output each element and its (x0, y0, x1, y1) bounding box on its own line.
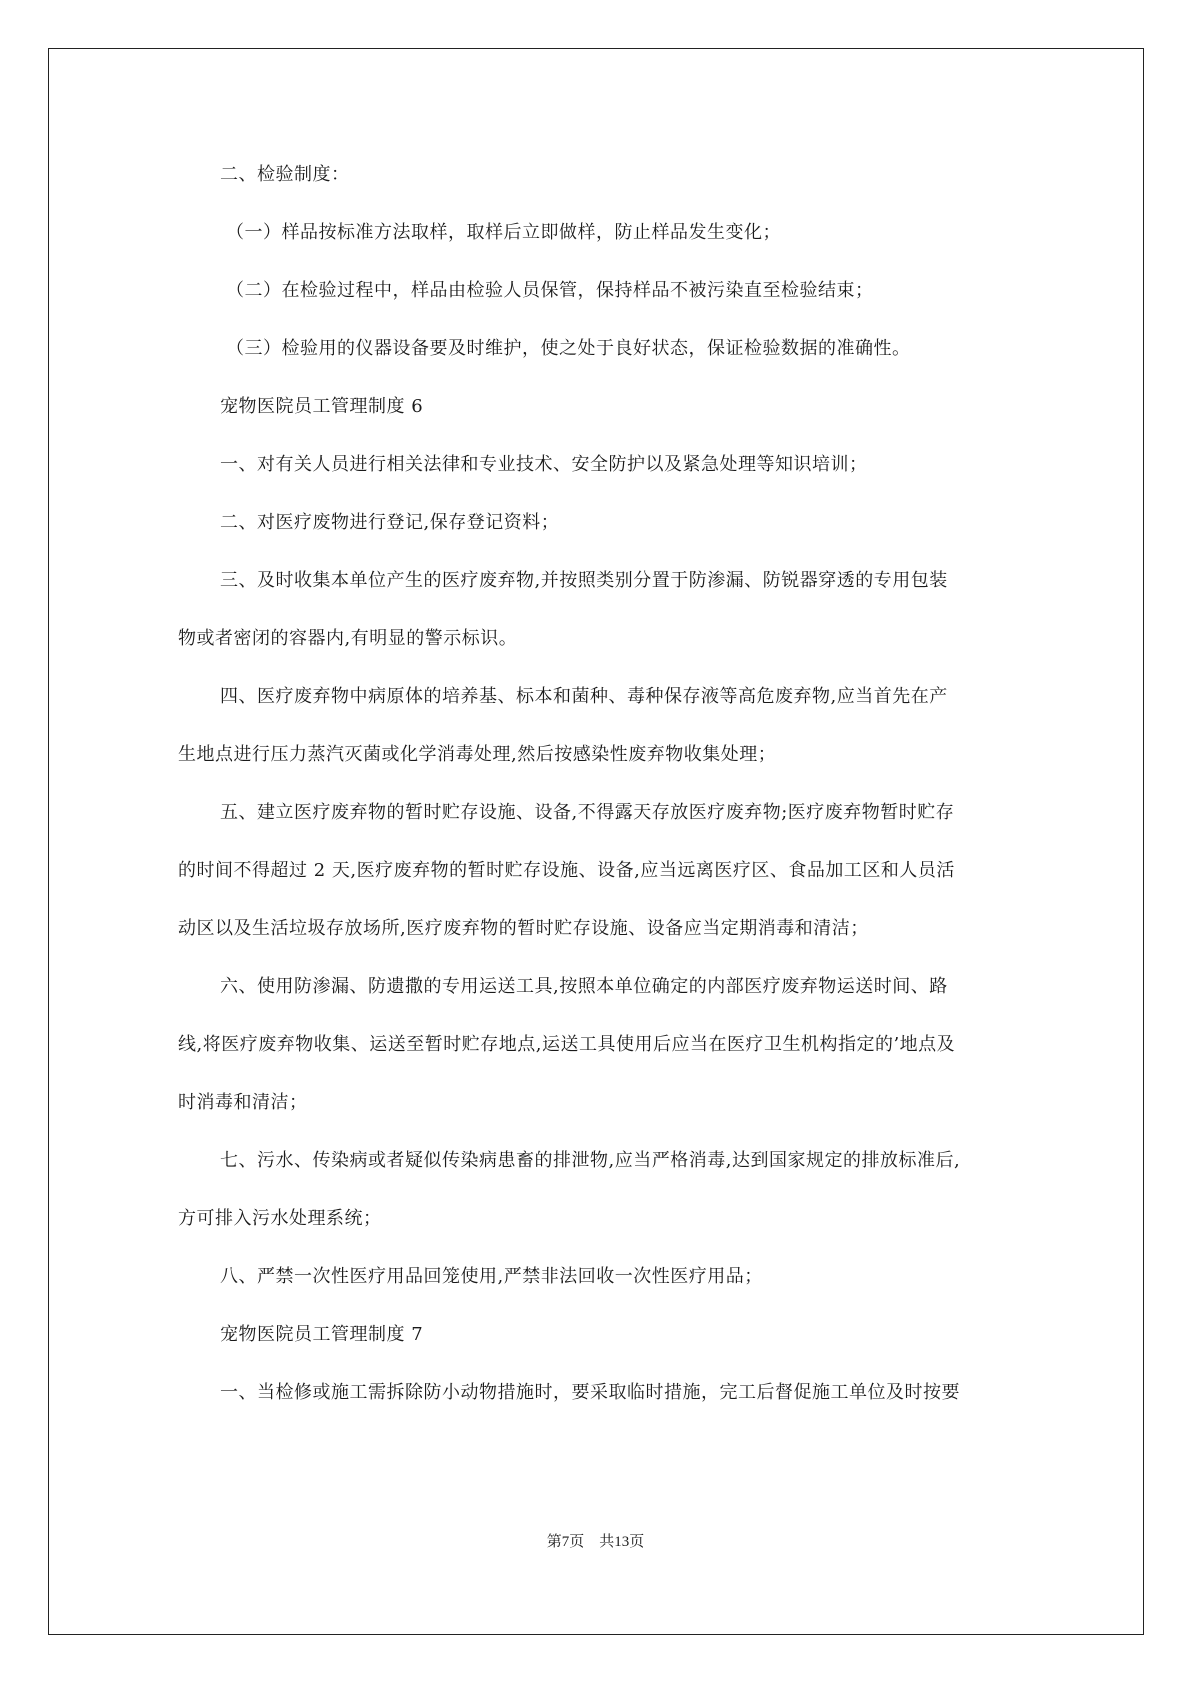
paragraph: 七、污水、传染病或者疑似传染病患畜的排泄物,应当严格消毒,达到国家规定的排放标准后, (220, 1150, 961, 1171)
paragraph: （三）检验用的仪器设备要及时维护，使之处于良好状态，保证检验数据的准确性。 (226, 338, 911, 359)
paragraph: 四、医疗废弃物中病原体的培养基、标本和菌种、毒种保存液等高危废弃物,应当首先在产 (220, 686, 948, 707)
paragraph-continuation: 物或者密闭的容器内,有明显的警示标识。 (178, 628, 518, 649)
paragraph-continuation: 动区以及生活垃圾存放场所,医疗废弃物的暂时贮存设施、设备应当定期消毒和清洁； (178, 918, 869, 939)
page-number: 第7页 共13页 (546, 1534, 645, 1550)
section-heading: 二、检验制度： (220, 164, 350, 185)
paragraph: 三、及时收集本单位产生的医疗废弃物,并按照类别分置于防渗漏、防锐器穿透的专用包装 (220, 570, 948, 591)
paragraph-continuation: 时消毒和清洁； (178, 1092, 308, 1113)
paragraph: 二、对医疗废物进行登记,保存登记资料； (220, 512, 560, 533)
paragraph: 六、使用防渗漏、防遗撒的专用运送工具,按照本单位确定的内部医疗废弃物运送时间、路 (220, 976, 948, 997)
paragraph-continuation: 方可排入污水处理系统； (178, 1208, 382, 1229)
paragraph: （二）在检验过程中，样品由检验人员保管，保持样品不被污染直至检验结束； (226, 280, 874, 301)
paragraph-continuation: 的时间不得超过 2 天,医疗废弃物的暂时贮存设施、设备,应当远离医疗区、食品加工区和人员活 (178, 860, 955, 881)
paragraph-continuation: 生地点进行压力蒸汽灭菌或化学消毒处理,然后按感染性废弃物收集处理； (178, 744, 777, 765)
section-heading: 宠物医院员工管理制度 6 (220, 396, 424, 417)
section-heading: 宠物医院员工管理制度 7 (220, 1324, 424, 1345)
paragraph-continuation: 线,将医疗废弃物收集、运送至暂时贮存地点,运送工具使用后应当在医疗卫生机构指定的’地点及 (178, 1034, 956, 1055)
paragraph: 八、严禁一次性医疗用品回笼使用,严禁非法回收一次性医疗用品； (220, 1266, 763, 1287)
paragraph: 五、建立医疗废弃物的暂时贮存设施、设备,不得露天存放医疗废弃物;医疗废弃物暂时贮存 (220, 802, 955, 823)
paragraph: 一、当检修或施工需拆除防小动物措施时，要采取临时措施，完工后督促施工单位及时按要 (220, 1382, 960, 1403)
paragraph: 一、对有关人员进行相关法律和专业技术、安全防护以及紧急处理等知识培训； (220, 454, 868, 475)
paragraph: （一）样品按标准方法取样，取样后立即做样，防止样品发生变化； (226, 222, 781, 243)
